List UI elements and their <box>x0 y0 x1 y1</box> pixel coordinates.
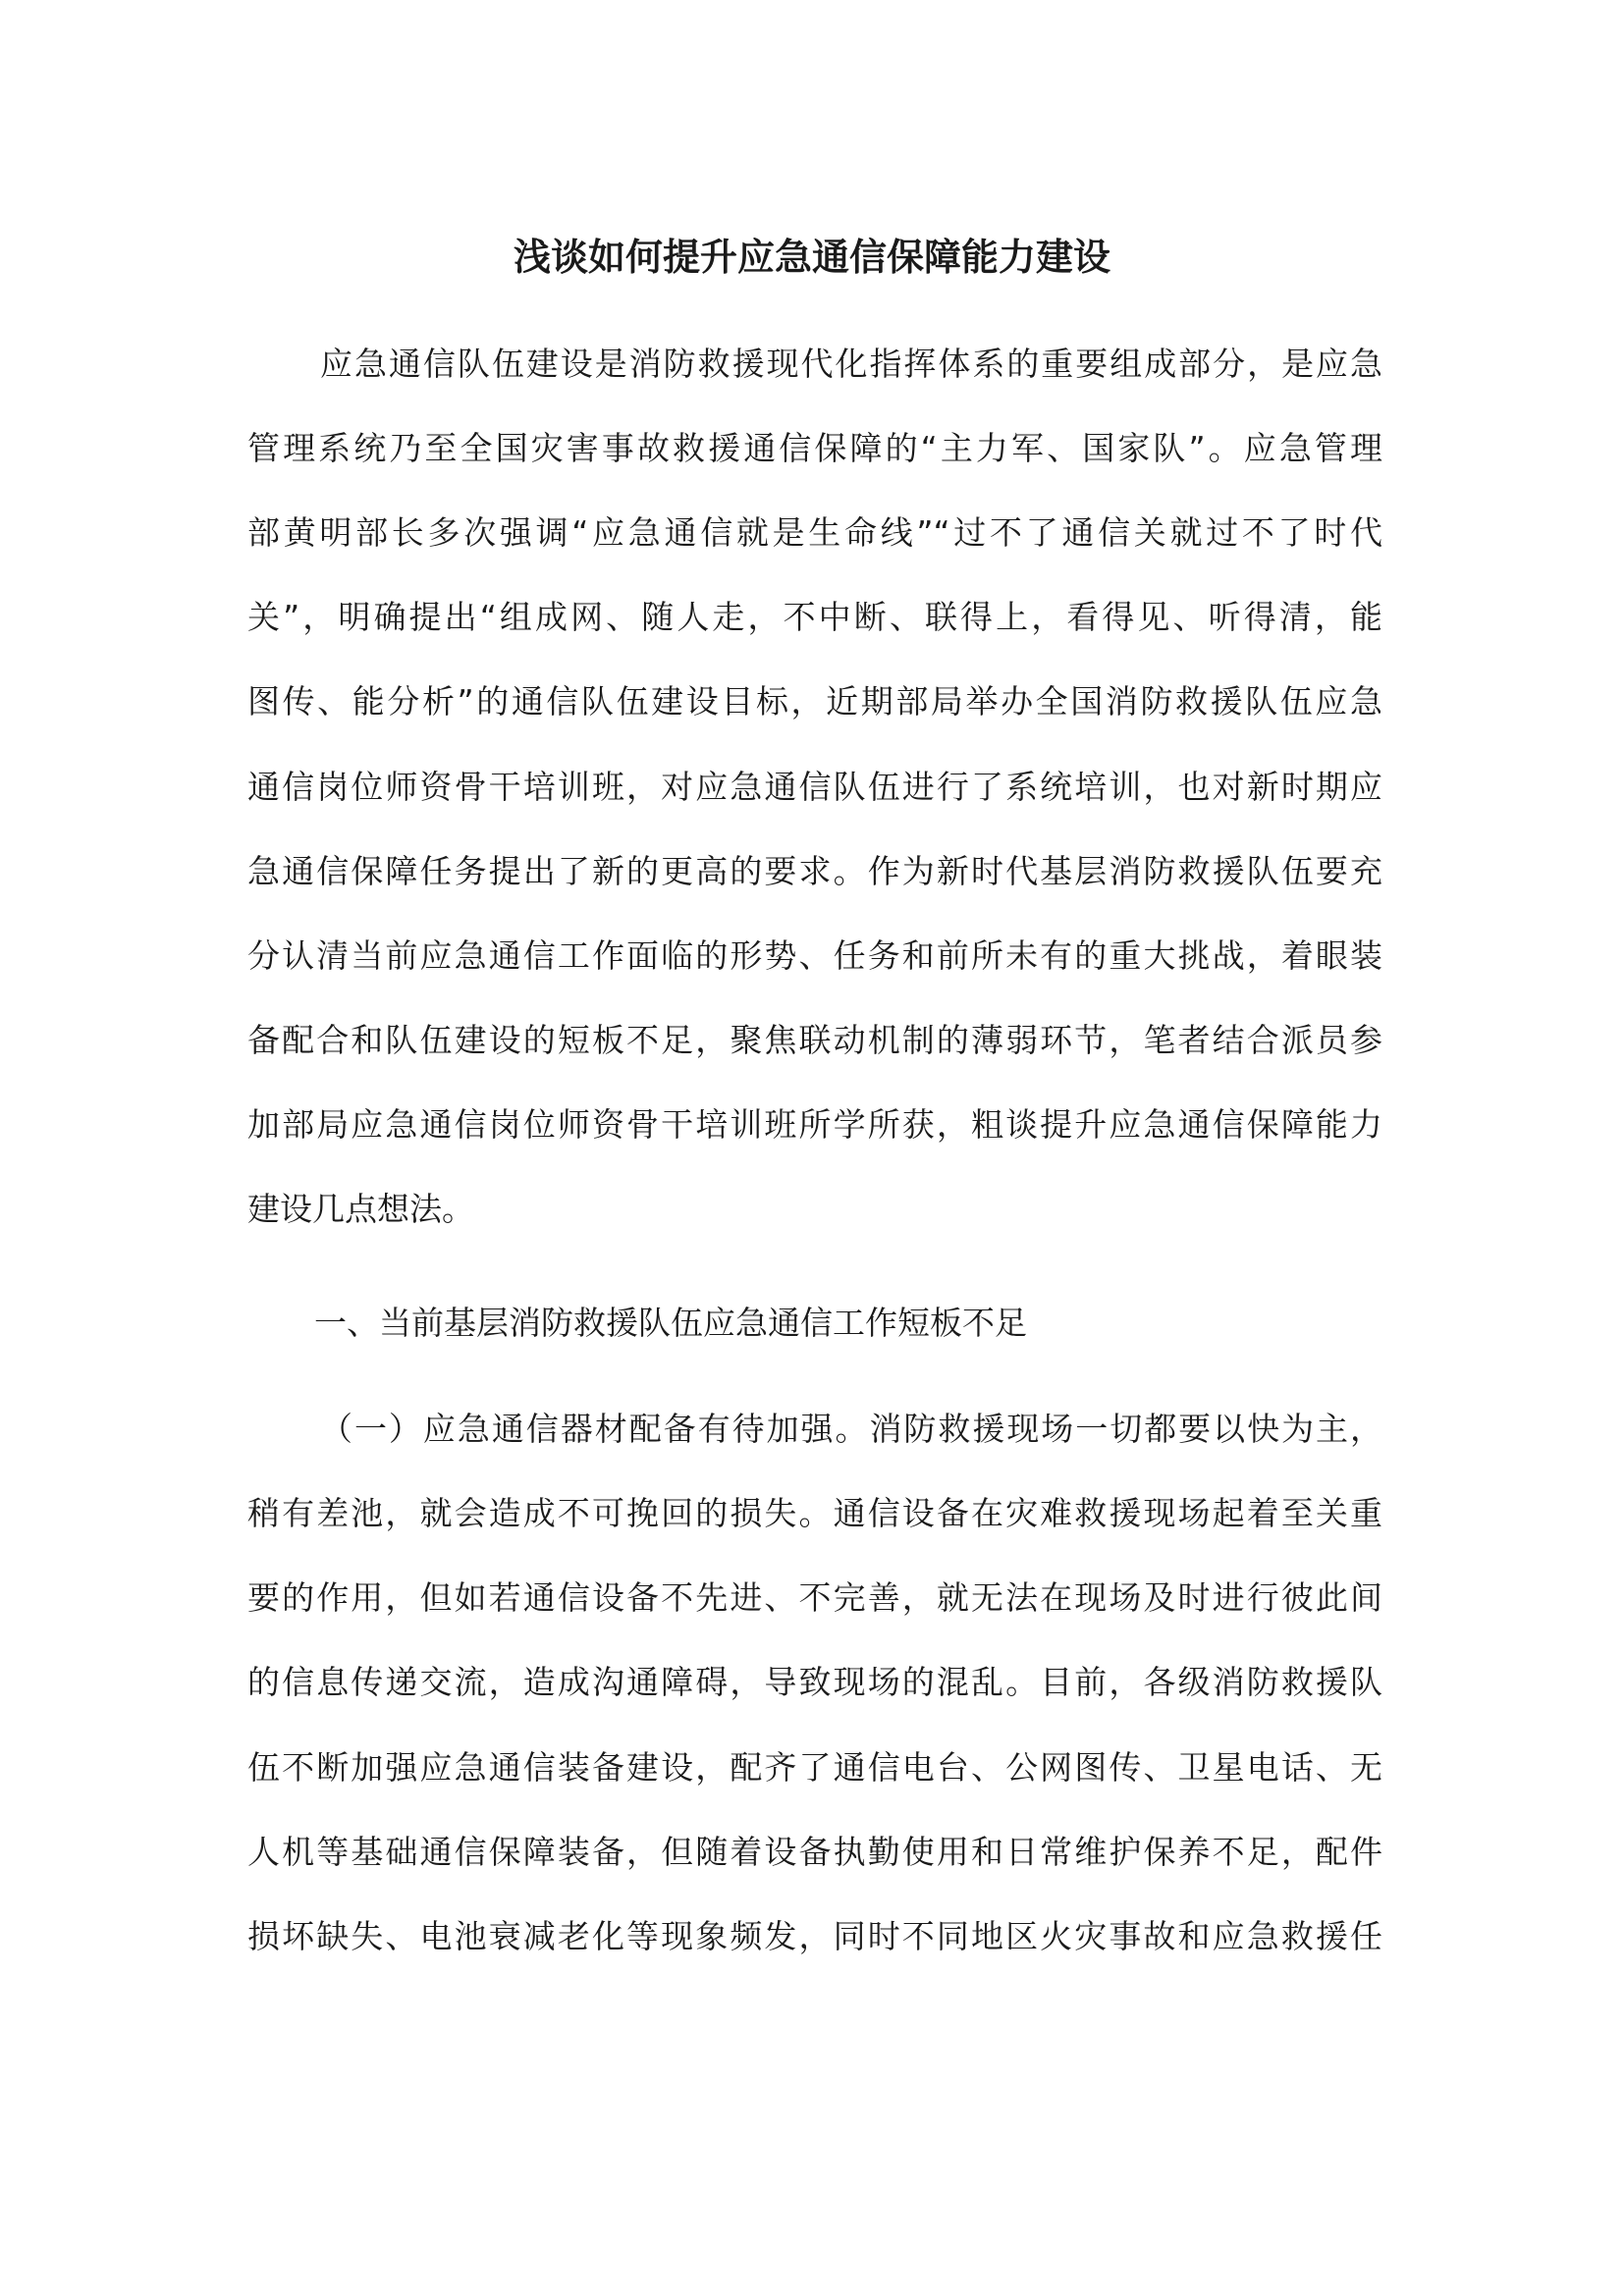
paragraph-1-line: 部黄明部长多次强调“应急通信就是生命线”“过不了通信关就过不了时代 <box>247 513 1382 552</box>
paragraph-1-line: 关”，明确提出“组成网、随人走，不中断、联得上，看得见、听得清，能 <box>247 598 1382 636</box>
paragraph-1-line: 分认清当前应急通信工作面临的形势、任务和前所未有的重大挑战，着眼装 <box>247 936 1382 975</box>
paragraph-1-line: 图传、能分析”的通信队伍建设目标，近期部局举办全国消防救援队伍应急 <box>247 682 1382 721</box>
paragraph-1-line: 建设几点想法。 <box>247 1190 474 1228</box>
paragraph-2-line: 伍不断加强应急通信装备建设，配齐了通信电台、公网图传、卫星电话、无 <box>247 1748 1382 1787</box>
paragraph-1-line: 备配合和队伍建设的短板不足，聚焦联动机制的薄弱环节，笔者结合派员参 <box>247 1021 1382 1059</box>
paragraph-2-line: （一）应急通信器材配备有待加强。消防救援现场一切都要以快为主， <box>320 1410 1382 1448</box>
paragraph-1-line: 通信岗位师资骨干培训班，对应急通信队伍进行了系统培训，也对新时期应 <box>247 768 1382 806</box>
paragraph-2-line: 的信息传递交流，造成沟通障碍，导致现场的混乱。目前，各级消防救援队 <box>247 1663 1382 1701</box>
paragraph-1-line: 急通信保障任务提出了新的更高的要求。作为新时代基层消防救援队伍要充 <box>247 852 1382 890</box>
paragraph-2-line: 人机等基础通信保障装备，但随着设备执勤使用和日常维护保养不足，配件 <box>247 1833 1382 1871</box>
section-heading: 一、当前基层消防救援队伍应急通信工作短板不足 <box>314 1304 1027 1342</box>
paragraph-1-line: 管理系统乃至全国灾害事故救援通信保障的“主力军、国家队”。应急管理 <box>247 429 1382 467</box>
paragraph-2-line: 要的作用，但如若通信设备不先进、不完善，就无法在现场及时进行彼此间 <box>247 1578 1382 1617</box>
document-title: 浅谈如何提升应急通信保障能力建设 <box>513 236 1110 279</box>
paragraph-1-line: 加部局应急通信岗位师资骨干培训班所学所获，粗谈提升应急通信保障能力 <box>247 1105 1382 1144</box>
paragraph-2-line: 损坏缺失、电池衰减老化等现象频发，同时不同地区火灾事故和应急救援任 <box>247 1917 1382 1955</box>
paragraph-2-line: 稍有差池，就会造成不可挽回的损失。通信设备在灾难救援现场起着至关重 <box>247 1494 1382 1532</box>
paragraph-1-line: 应急通信队伍建设是消防救援现代化指挥体系的重要组成部分，是应急 <box>320 345 1382 383</box>
